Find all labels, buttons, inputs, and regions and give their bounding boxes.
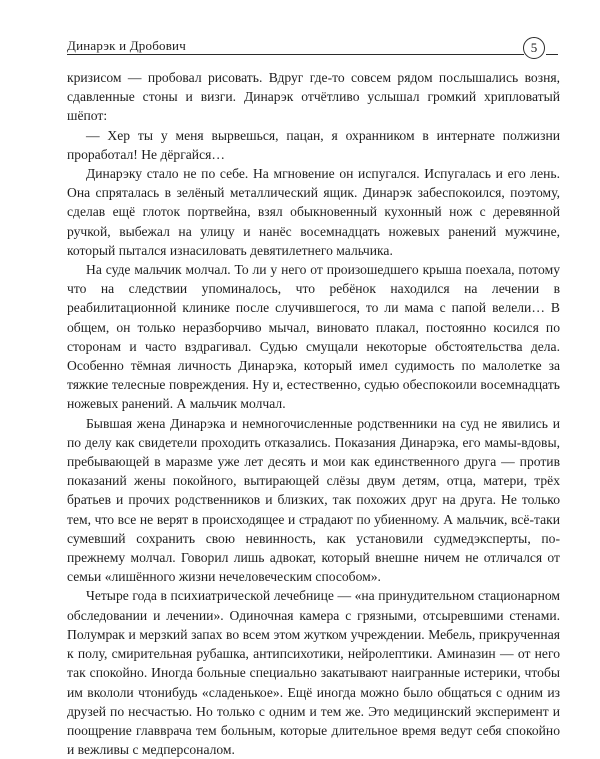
- paragraph: Бывшая жена Динарэка и немногочисленные родственники на суд не явились и по делу как свидетели проходить отказались. Показания Динарэка, его мамы-вдовы, пребывающей в маразме уже лет десять и мои как единственного друга — против показаний жены покойного, вытирающей слёзы двум детям, отца, матери, трёх братьев и прочих родственников и близких, так похожих друг на друга. Не только тем, что все не верят в происходящее и страдают по убиенному. А мальчик, всё-таки сумевший сохранить свою невинность, как установили судмедэксперты, по-прежнему молчал. Говорил лишь адвокат, который внешне ничем не отличался от семьи «лишённого жизни нечеловеческим способом».: [67, 415, 560, 585]
- running-title: Динарэк и Дробович: [67, 38, 186, 53]
- running-header: [67, 34, 558, 60]
- page-body: [67, 68, 560, 759]
- header-rule: [67, 54, 524, 55]
- paragraph: На суде мальчик молчал. То ли у него от произошедшего крыша поехала, потому что на следствии упоминалось, что ребёнок находился на лечении в реабилитационной клинике после случившегося, то ли мама с папой велели… В общем, он только неразборчиво мычал, виновато плакал, постоянно косился по сторонам и часто вздрагивал. Судью смущали некоторые обстоятельства дела. Особенно тёмная личность Динарэка, который имел судимость по малолетке за тяжкие телесные повреждения. Ну и, естественно, судью обеспокоили восемнадцать ножевых ранений. А мальчик молчал.: [67, 262, 560, 412]
- paragraph: Четыре года в психиатрической лечебнице — «на принудительном стационарном обследовании и лечении». Одиночная камера с грязными, отсыревшими стенами. Полумрак и мерзкий запах во всем этом жутком учреждении. Мебель, прикрученная к полу, смирительная рубашка, антипсихотики, нейролептики. Аминазин — от него так спокойно. Иногда больные специально закатывают наигранные истерики, чтобы им вкололи чтонибудь «сладенькое». Ещё иногда можно было общаться с одним из друзей по несчастью. Но только с одним и тем же. Это медицинский эксперимент и поощрение главврача тем больным, которые длительное время ведут себя спокойно и вежливы с медперсоналом.: [67, 588, 560, 758]
- paragraph: — Хер ты у меня вырвешься, пацан, я охранником в интернате полжизни проработал! Не дёргайся…: [67, 127, 560, 162]
- header-rule-tail: [546, 54, 558, 55]
- paragraph: Динарэку стало не по себе. На мгновение он испугался. Испугалась и его лень. Она спряталась в зелёный металлический ящик. Динарэк забеспокоился, поэтому, сделав ещё глоток портвейна, взял обыкновенный кухонный нож с деревянной ручкой, выбежал на улицу и нанёс восемнадцать ножевых ранений мужчине, который пытался изнасиловать девятилетнего мальчика.: [67, 166, 560, 258]
- paragraph: кризисом — пробовал рисовать. Вдруг где-то совсем рядом послышались возня, сдавленные стоны и визги. Динарэк отчётливо услышал громкий хрипловатый шёпот:: [67, 70, 560, 124]
- page-number: 5: [523, 37, 545, 59]
